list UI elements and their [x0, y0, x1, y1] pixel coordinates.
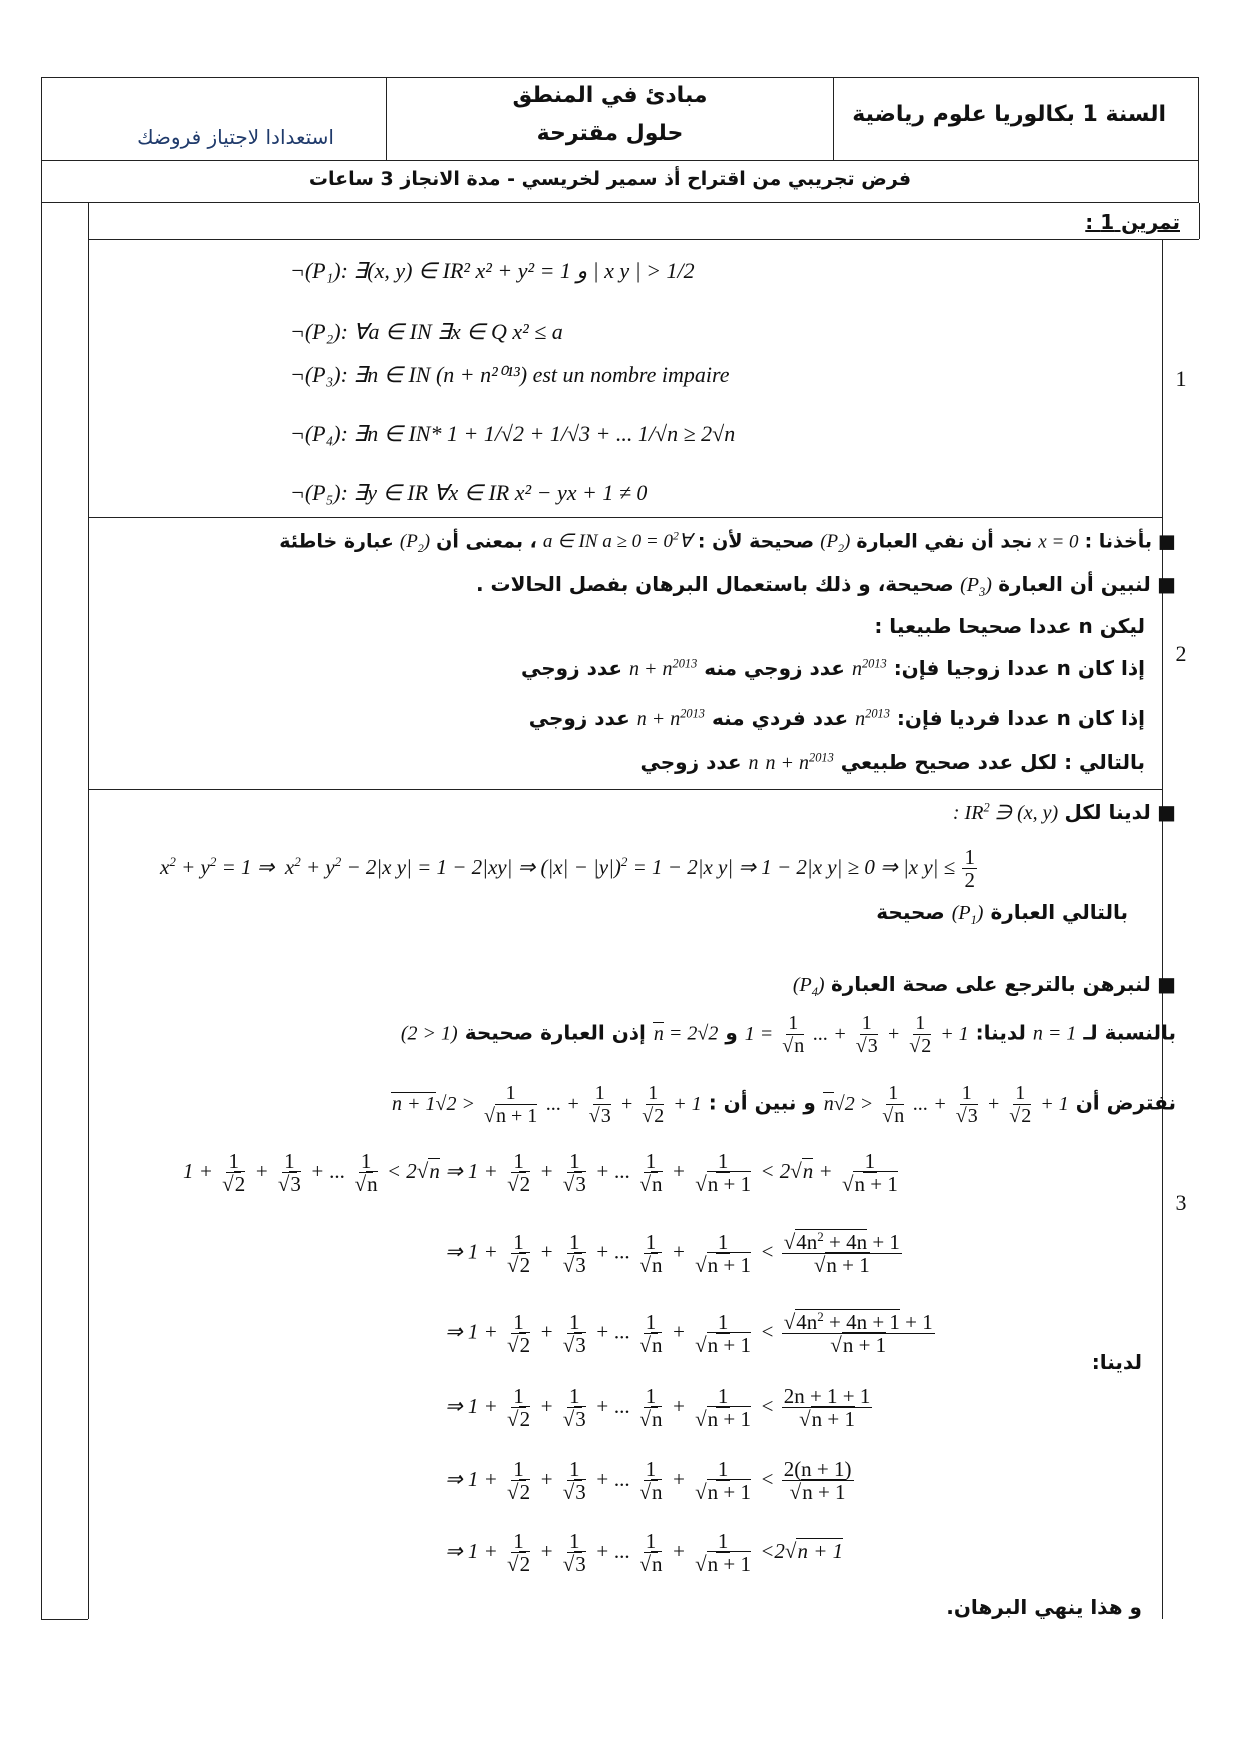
q2-line-3: ليكن n عددا صحيحا طبيعيا :: [874, 614, 1145, 638]
q3-step-6: ⇒ 1 + $\frac{1}{√2}$ + $\frac{1}{√3}$ + ... $\frac{1}{√n}$ + $\frac{1}{√n + 1}$ <2√n + 1: [445, 1529, 844, 1577]
negation-p4: ¬(P₄): ∃n ∈ IN* 1 + 1/√2 + 1/√3 + ... 1/√n ≥ 2√n: [290, 421, 736, 446]
negation-p5: ¬(P₅): ∃y ∈ IR ∀x ∈ IR x² − yx + 1 ≠ 0: [290, 480, 648, 505]
q3-step-2: ⇒ 1 + $\frac{1}{√2}$ + $\frac{1}{√3}$ + ... $\frac{1}{√n}$ + $\frac{1}{√n + 1}$ < $\frac{√4n^2 + 4n + 1}{√n + 1}$: [445, 1229, 900, 1278]
q3-ladayna: لدينا:: [1091, 1350, 1142, 1374]
level-label: السنة 1 بكالوريا علوم رياضية: [852, 102, 1166, 127]
row-number-1: 1: [1175, 366, 1187, 391]
q2-line-4: إذا كان n عددا زوجيا فإن: $n^{2013}$ عدد زوجي منه $n + n^{2013}$ عدد زوجي: [521, 656, 1145, 680]
q2-line-2: ■ لنبين أن العبارة $(P_3)$ صحيحة، و ذلك باستعمال البرهان بفصل الحالات .: [475, 572, 1176, 599]
q3-line-3: بالتالي العبارة $(P_1)$ صحيحة: [876, 900, 1128, 927]
negation-p3: ¬(P₃): ∃n ∈ IN (n + n²⁰¹³) est un nombre impaire: [290, 362, 730, 387]
page-subtitle: حلول مقترحة: [536, 121, 684, 146]
prep-label: استعدادا لاجتياز فروضك: [137, 125, 334, 149]
q2-line-5: إذا كان n عددا فرديا فإن: $n^{2013}$ عدد فردي منه $n + n^{2013}$ عدد زوجي: [528, 706, 1145, 730]
negation-p2: ¬(P₂): ∀a ∈ IN ∃x ∈ Q x² ≤ a: [290, 319, 563, 344]
q3-step-5: ⇒ 1 + $\frac{1}{√2}$ + $\frac{1}{√3}$ + ... $\frac{1}{√n}$ + $\frac{1}{√n + 1}$ < $\frac{2(n + 1)}{√n + 1}$: [445, 1457, 852, 1505]
q3-inequality-chain: $x^2 + y^2 = 1$ ⇒ $x^2 + y^2 - 2|x$ y| = 1 − 2|xy| ⇒ $(|x| - |y|)^2 = 1 - 2|x$ y| ⇒ 1 − 2|x y| ≥ 0 ⇒ |x y| ≤ $\frac{1}{2}$: [160, 845, 975, 893]
q3-line-6: نفترض أن 1 + $\frac{1}{√2}$ + $\frac{1}{√3}$ + ... $\frac{1}{√n}$ < 2√n و نبين أن : 1 + $\frac{1}{√2}$ + $\frac{1}{√3}$ + ... $\frac{1}{√n + 1}$ < 2√n + 1: [392, 1082, 1176, 1127]
q3-line-1: ■ لدينا لكل (x, y) ∈ $IR^2$ :: [952, 800, 1176, 824]
q2-line-1: ■ بأخذنا : x = 0 نجد أن نفي العبارة $(P_2)$ صحيحة لأن : ∀a ∈ IN $a \ge 0 = 0^2$ ، بمعنى أن $(P_2)$ عبارة خاطئة: [279, 530, 1176, 556]
q3-end: و هذا ينهي البرهان.: [946, 1595, 1142, 1619]
q3-step-3: ⇒ 1 + $\frac{1}{√2}$ + $\frac{1}{√3}$ + ... $\frac{1}{√n}$ + $\frac{1}{√n + 1}$ < $\frac{√4n^2 + 4n + 1 + 1}{√n + 1}$: [445, 1309, 933, 1358]
q3-step-4: ⇒ 1 + $\frac{1}{√2}$ + $\frac{1}{√3}$ + ... $\frac{1}{√n}$ + $\frac{1}{√n + 1}$ < $\frac{2n + 1 + 1}{√n + 1}$: [445, 1384, 871, 1432]
negation-p1: ¬(P₁): ∃(x, y) ∈ IR² x² + y² = 1 و | x y | > 1/2: [290, 258, 695, 283]
q3-line-5: بالنسبة لـ n = 1 لدينا: 1 + $\frac{1}{√2}$ + $\frac{1}{√3}$ + ... $\frac{1}{√n}$ = 1 و 2√n = 2 إذن العبارة صحيحة (1 < 2): [400, 1012, 1176, 1057]
row-number-3: 3: [1175, 1190, 1187, 1215]
exercise-title: تمرين 1 :: [1085, 210, 1180, 234]
q2-line-6: بالتالي : لكل عدد صحيح طبيعي n $n + n^{2013}$ عدد زوجي: [640, 750, 1145, 774]
q3-line-4: ■ لنبرهن بالترجع على صحة العبارة $(P_4)$: [792, 972, 1176, 999]
page-title: مبادئ في المنطق: [512, 83, 708, 108]
row-number-2: 2: [1175, 641, 1187, 666]
q3-step-1: 1 + $\frac{1}{√2}$ + $\frac{1}{√3}$ + ... $\frac{1}{√n}$ < 2√n ⇒ 1 + $\frac{1}{√2}$ + $\frac{1}{√3}$ + ... $\frac{1}{√n}$ + $\frac{1}{√n + 1}$ < 2√n + $\frac{1}{√n + 1}$: [183, 1149, 898, 1197]
exam-info: فرض تجريبي من اقتراح أذ سمير لخريسي - مدة الانجاز 3 ساعات: [308, 168, 912, 190]
